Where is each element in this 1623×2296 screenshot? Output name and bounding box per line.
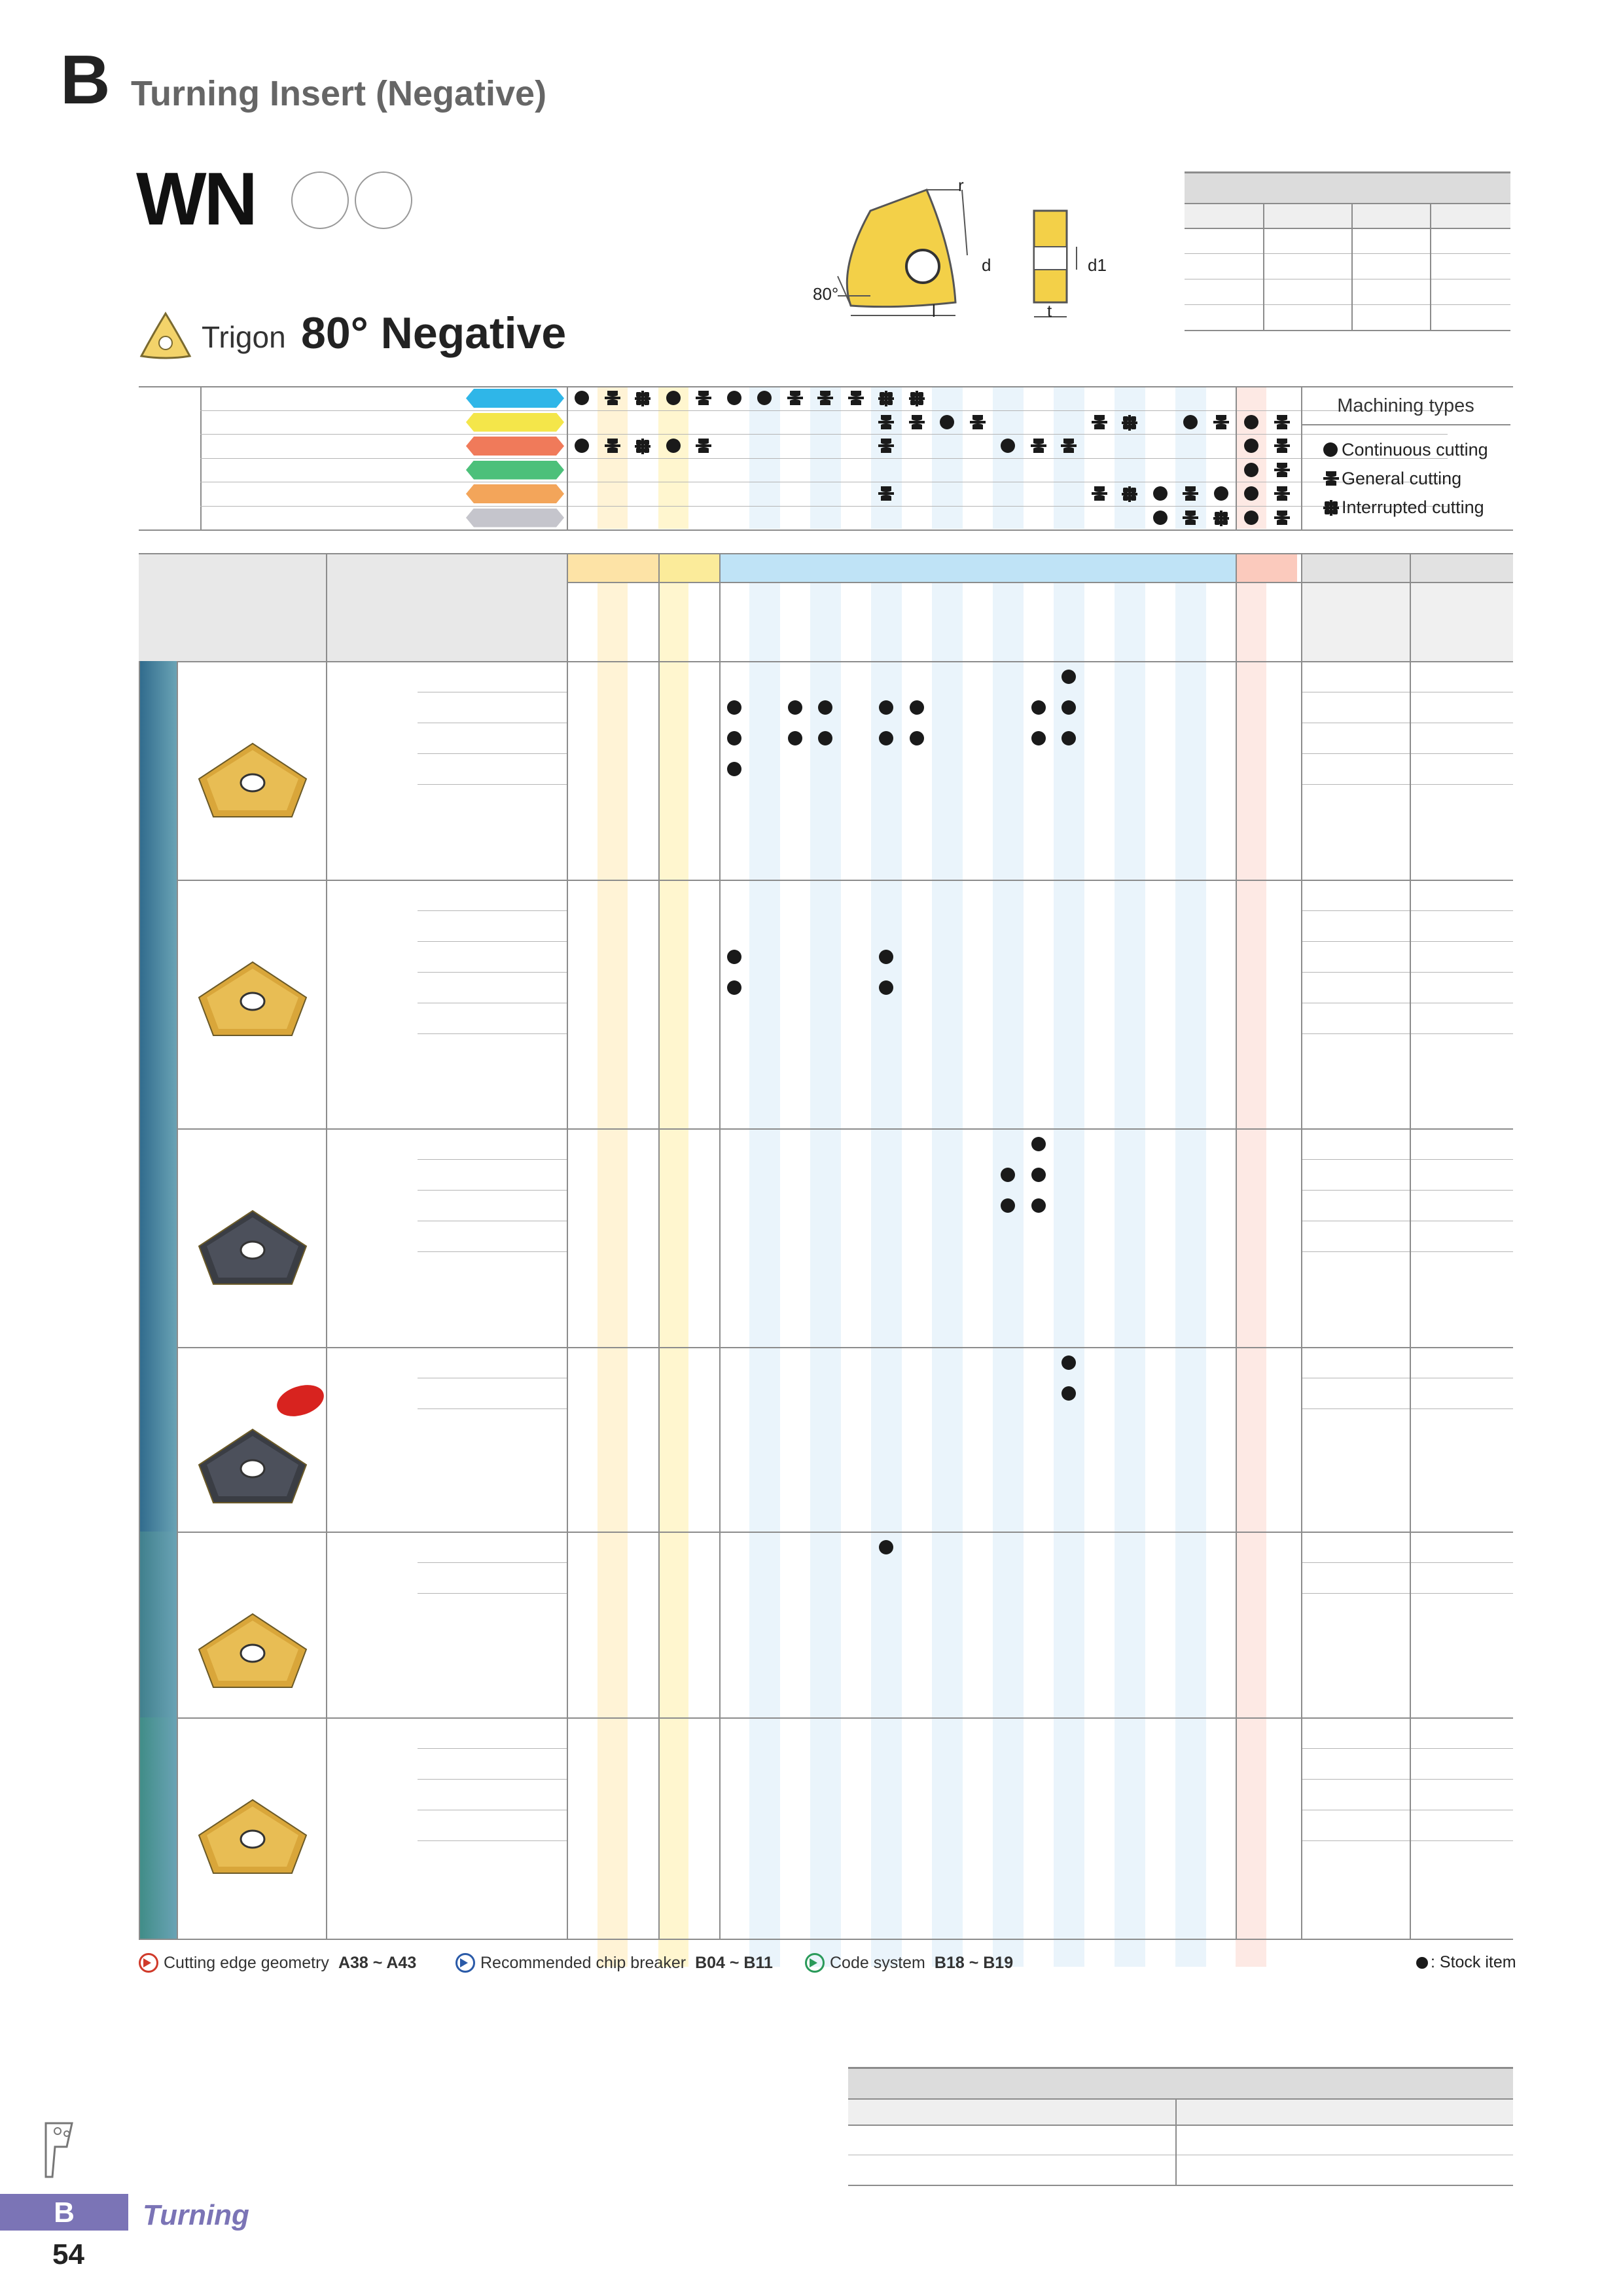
coated-header-bg xyxy=(719,553,1237,582)
rule-line xyxy=(848,2098,1513,2100)
diagram-d1-label: d1 xyxy=(1088,255,1107,275)
continuous-cutting-icon xyxy=(1244,511,1258,525)
reference-link-pages: B18 ~ B19 xyxy=(934,1954,1014,1972)
stock-dot xyxy=(818,731,832,745)
stock-dot xyxy=(1061,731,1076,745)
continuous-cutting-icon xyxy=(1214,486,1228,501)
rule-line xyxy=(1301,1190,1513,1191)
application-band xyxy=(139,1347,177,1532)
interrupted-cutting-label: Interrupted cutting xyxy=(1342,497,1484,517)
rule-line xyxy=(1301,1593,1513,1594)
coated-small-header-bg xyxy=(658,553,719,582)
rule-line xyxy=(418,941,567,942)
rule-line xyxy=(1351,203,1353,330)
grade-column-band xyxy=(597,582,628,1967)
rule-line xyxy=(1301,1779,1513,1780)
general-cutting-label: General cutting xyxy=(1342,469,1462,488)
general-cutting-icon xyxy=(1274,439,1290,453)
rule-line xyxy=(1301,753,1513,754)
rule-line xyxy=(418,1408,567,1409)
interrupted-cutting-icon xyxy=(909,391,925,406)
footer-chapter-label: Turning xyxy=(143,2199,249,2231)
grade-column-band xyxy=(871,582,902,1967)
dimensions-title-bg xyxy=(1185,171,1510,204)
machining-types-legend xyxy=(1301,386,1510,529)
rule-line xyxy=(658,553,660,1939)
product-code: WN xyxy=(136,158,255,241)
stock-dot xyxy=(1031,1168,1046,1182)
grade-column-band xyxy=(993,582,1024,1967)
rule-line xyxy=(139,1939,1513,1940)
rule-line xyxy=(139,880,1513,881)
reference-link-label: Code system xyxy=(830,1954,925,1972)
stock-dot xyxy=(1061,700,1076,715)
continuous-cutting-icon xyxy=(666,439,681,453)
rule-line xyxy=(1301,1748,1513,1749)
interrupted-cutting-icon xyxy=(1213,511,1229,526)
diagram-d-label: d xyxy=(982,255,991,275)
rule-line xyxy=(200,458,1448,459)
grade-column-band xyxy=(810,582,841,1967)
stock-dot xyxy=(879,980,893,995)
rule-line xyxy=(139,1347,1513,1348)
reference-link[interactable] xyxy=(480,1954,773,1973)
stock-dot xyxy=(727,731,741,745)
rule-line xyxy=(1301,784,1513,785)
rule-line xyxy=(567,582,1513,583)
stock-dot xyxy=(910,700,924,715)
rule-line xyxy=(200,506,1448,507)
reference-link-label: Recommended chip breaker xyxy=(480,1954,687,1972)
stock-dot xyxy=(1031,1198,1046,1213)
continuous-cutting-icon xyxy=(1244,486,1258,501)
rule-line xyxy=(1301,553,1302,1939)
rule-line xyxy=(139,529,1513,531)
rule-line xyxy=(1185,253,1510,254)
rule-line xyxy=(1430,203,1431,330)
link-arrow-head-icon xyxy=(460,1958,468,1967)
rule-line xyxy=(418,1562,567,1563)
rule-line xyxy=(139,1717,1513,1719)
stock-dot xyxy=(879,1540,893,1554)
general-cutting-icon xyxy=(1323,471,1339,486)
stock-dot xyxy=(879,700,893,715)
link-arrow-head-icon xyxy=(143,1958,151,1967)
rule-line xyxy=(1301,972,1513,973)
rule-line xyxy=(1301,910,1513,911)
rule-line xyxy=(848,2125,1513,2126)
iso-tag-M xyxy=(466,413,564,432)
rule-line xyxy=(719,553,721,1939)
interrupted-cutting-icon xyxy=(635,391,651,406)
stock-dot xyxy=(879,950,893,964)
iso-tag-S xyxy=(466,484,564,503)
diagram-t-label: t xyxy=(1047,301,1052,321)
stock-dot xyxy=(1001,1198,1015,1213)
continuous-cutting-icon xyxy=(1153,486,1168,501)
stock-dot xyxy=(1061,670,1076,684)
rule-line xyxy=(418,1593,567,1594)
insert-photo-sh xyxy=(194,1796,312,1881)
insert-photo-b25 xyxy=(194,1610,312,1695)
stock-dot xyxy=(1031,700,1046,715)
rule-line xyxy=(139,1128,1513,1130)
continuous-cutting-icon xyxy=(940,415,954,429)
general-cutting-icon xyxy=(878,439,894,453)
turning-holder-icon xyxy=(41,2121,77,2179)
general-cutting-icon xyxy=(1274,486,1290,501)
rule-line xyxy=(1263,203,1264,330)
application-band xyxy=(139,1717,177,1939)
stock-item-note: : Stock item xyxy=(1431,1953,1516,1971)
general-cutting-icon xyxy=(1061,439,1077,453)
rule-line xyxy=(848,2185,1513,2186)
rule-line xyxy=(139,661,1513,662)
reference-link-pages: A38 ~ A43 xyxy=(338,1954,417,1972)
diagram-r-label: r xyxy=(958,175,964,195)
shape-label: Trigon xyxy=(202,320,286,354)
general-cutting-icon xyxy=(909,415,925,429)
continuous-cutting-icon xyxy=(1323,442,1338,457)
iso-tag-H xyxy=(466,509,564,528)
rule-line xyxy=(418,1840,567,1841)
general-cutting-icon xyxy=(1274,463,1290,477)
rule-line xyxy=(139,1532,1513,1533)
general-cutting-icon xyxy=(696,439,711,453)
general-cutting-icon xyxy=(1031,439,1046,453)
stock-dot xyxy=(1031,1137,1046,1151)
rule-line xyxy=(1301,1159,1513,1160)
rule-line xyxy=(200,410,1448,411)
dimensions-header-bg xyxy=(1185,203,1510,228)
iso-tag-K xyxy=(466,437,564,456)
section-letter: B xyxy=(60,41,111,118)
trigon-shape-icon xyxy=(139,310,192,361)
rule-line xyxy=(1301,941,1513,942)
continuous-cutting-icon xyxy=(1244,439,1258,453)
stock-dot xyxy=(1001,1168,1015,1182)
general-cutting-icon xyxy=(817,391,833,405)
rule-line xyxy=(418,1251,567,1252)
diagram-l-label: l xyxy=(932,301,936,321)
stock-dot xyxy=(727,700,741,715)
rule-line xyxy=(1185,203,1510,204)
general-cutting-icon xyxy=(605,439,620,453)
code-placeholder-circle xyxy=(291,171,349,229)
grade-column-band xyxy=(1054,582,1084,1967)
machining-types-title: Machining types xyxy=(1337,395,1474,416)
page-number: 54 xyxy=(52,2238,84,2270)
continuous-cutting-icon xyxy=(1153,511,1168,525)
interrupted-cutting-icon xyxy=(1122,415,1137,431)
general-cutting-icon xyxy=(696,391,711,405)
grade-column-band xyxy=(932,582,963,1967)
rule-line xyxy=(1236,386,1237,529)
continuous-cutting-icon xyxy=(1244,463,1258,477)
reference-link[interactable] xyxy=(164,1954,416,1973)
holders-title-bg xyxy=(848,2067,1513,2099)
insert-photo-gr xyxy=(194,740,312,825)
continuous-cutting-label: Continuous cutting xyxy=(1342,440,1488,459)
continuous-cutting-icon xyxy=(666,391,681,405)
rule-line xyxy=(139,553,1513,554)
rule-line xyxy=(1301,1562,1513,1563)
reference-link[interactable] xyxy=(830,1954,1013,1973)
diagram-angle-label: 80° xyxy=(813,284,839,304)
code-placeholder-circle xyxy=(355,171,412,229)
rule-line xyxy=(567,553,568,1939)
iso-tag-N xyxy=(466,461,564,480)
stock-dot xyxy=(727,950,741,964)
application-band xyxy=(139,1532,177,1717)
stock-dot xyxy=(1031,731,1046,745)
inserts-header-bg xyxy=(139,553,567,661)
page-title: Turning Insert (Negative) xyxy=(131,74,547,113)
rule-line xyxy=(418,1159,567,1160)
application-band xyxy=(139,880,177,1128)
general-cutting-icon xyxy=(605,391,620,405)
iso-tag-P xyxy=(466,389,564,408)
cermet-header-bg xyxy=(567,553,658,582)
general-cutting-icon xyxy=(1274,415,1290,429)
general-cutting-icon xyxy=(970,415,986,429)
rule-line xyxy=(326,553,327,1939)
grade-column-band xyxy=(658,582,689,1967)
interrupted-cutting-icon xyxy=(1323,500,1339,516)
general-cutting-icon xyxy=(1092,415,1107,429)
continuous-cutting-icon xyxy=(727,391,741,405)
rule-line xyxy=(418,1779,567,1780)
rule-line xyxy=(1301,1408,1513,1409)
grade-column-band xyxy=(749,582,780,1967)
rule-line xyxy=(139,661,140,1939)
rule-line xyxy=(418,753,567,754)
general-cutting-icon xyxy=(1274,511,1290,525)
stock-item-icon xyxy=(1416,1957,1428,1969)
cutting-header-bg xyxy=(1301,553,1513,582)
grade-column-band xyxy=(1115,582,1145,1967)
stock-dot xyxy=(788,700,802,715)
continuous-cutting-icon xyxy=(1244,415,1258,429)
rule-line xyxy=(1236,553,1237,1939)
continuous-cutting-icon xyxy=(575,391,589,405)
insert-photo-vr xyxy=(194,1426,312,1511)
interrupted-cutting-icon xyxy=(878,391,894,406)
continuous-cutting-icon xyxy=(1183,415,1198,429)
rule-line xyxy=(1301,1251,1513,1252)
rule-line xyxy=(418,1033,567,1034)
grade-column-band xyxy=(1236,582,1266,1967)
link-arrow-head-icon xyxy=(810,1958,817,1967)
rule-line xyxy=(1301,1033,1513,1034)
general-cutting-icon xyxy=(878,486,894,501)
general-cutting-icon xyxy=(1213,415,1229,429)
interrupted-cutting-icon xyxy=(635,439,651,454)
stock-dot xyxy=(879,731,893,745)
general-cutting-icon xyxy=(848,391,864,405)
holders-header-bg xyxy=(848,2098,1513,2125)
stock-dot xyxy=(818,700,832,715)
general-cutting-icon xyxy=(1183,511,1198,525)
new-badge xyxy=(273,1380,328,1422)
stock-dot xyxy=(727,762,741,776)
general-cutting-icon xyxy=(1092,486,1107,501)
angle-label: 80° Negative xyxy=(301,308,567,358)
cutting-subheader-bg xyxy=(1301,582,1513,661)
rule-line xyxy=(1175,2098,1177,2185)
reference-link-pages: B04 ~ B11 xyxy=(695,1954,773,1972)
rule-line xyxy=(177,661,178,1939)
reference-link-label: Cutting edge geometry xyxy=(164,1954,329,1972)
application-band xyxy=(139,1128,177,1347)
general-cutting-icon xyxy=(1183,486,1198,501)
stock-dot xyxy=(910,731,924,745)
general-cutting-icon xyxy=(787,391,803,405)
rule-line xyxy=(1301,1840,1513,1841)
rule-line xyxy=(1185,304,1510,305)
insert-photo-hr xyxy=(194,958,312,1043)
uncoated-header-bg xyxy=(1236,553,1297,582)
rule-line xyxy=(1185,228,1510,229)
application-band xyxy=(139,661,177,880)
stock-dot xyxy=(1061,1386,1076,1401)
stock-dot xyxy=(1061,1355,1076,1370)
rule-line xyxy=(1185,330,1510,331)
grade-column-band xyxy=(1175,582,1206,1967)
insert-photo-vk xyxy=(194,1207,312,1292)
legend-divider xyxy=(1301,424,1510,425)
stock-dot xyxy=(788,731,802,745)
general-cutting-icon xyxy=(878,415,894,429)
rule-line xyxy=(418,1190,567,1191)
rule-line xyxy=(200,434,1448,435)
footer-section-letter: B xyxy=(54,2197,75,2229)
rule-line xyxy=(418,910,567,911)
rule-line xyxy=(418,1748,567,1749)
rule-line xyxy=(1410,553,1411,1939)
rule-line xyxy=(418,972,567,973)
continuous-cutting-icon xyxy=(575,439,589,453)
interrupted-cutting-icon xyxy=(1122,486,1137,502)
rule-line xyxy=(418,784,567,785)
stock-dot xyxy=(727,980,741,995)
rule-line xyxy=(567,386,568,529)
